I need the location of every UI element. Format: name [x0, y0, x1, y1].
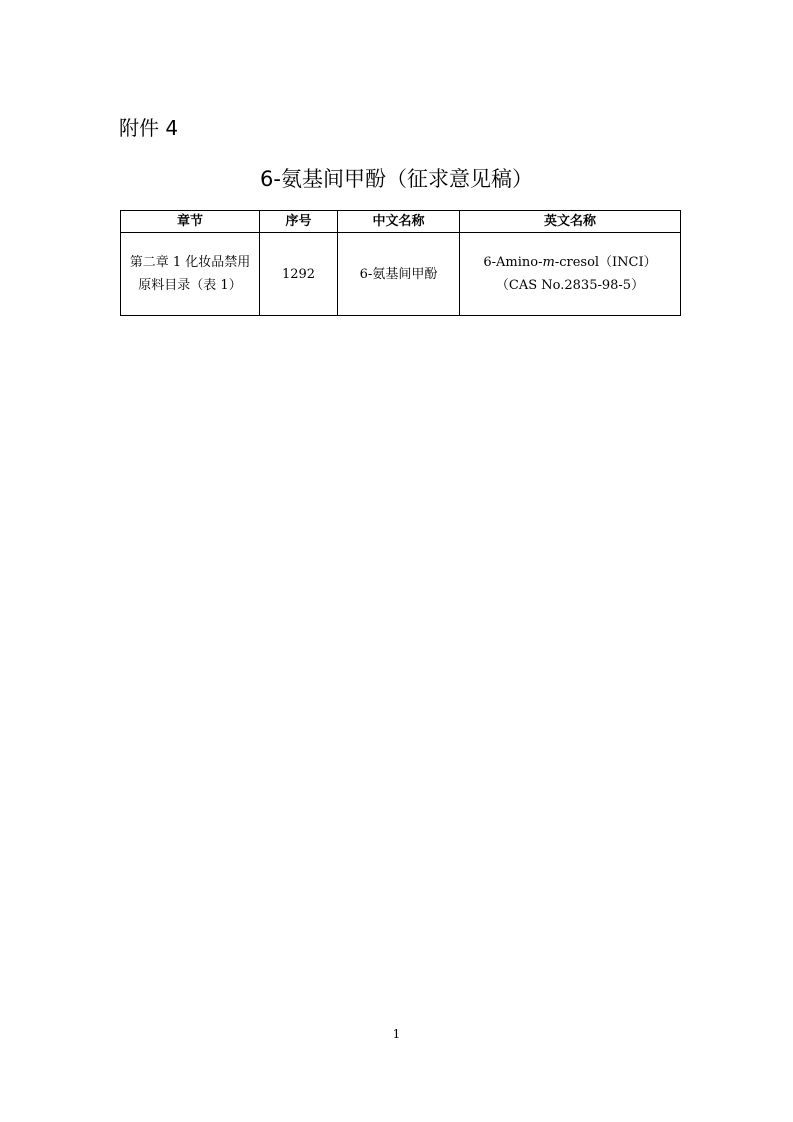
ingredient-table: [120, 210, 681, 316]
english-name-italic: m: [542, 255, 555, 270]
document-title: 6-氨基间甲酚（征求意见稿）: [260, 167, 533, 191]
english-name-suffix: -cresol（INCI）（CAS No.2835-98-5）: [495, 255, 657, 293]
cell-english-name: [460, 233, 681, 316]
table-row: [121, 233, 681, 316]
page-number: 1: [392, 1027, 401, 1041]
table-header-row: [121, 211, 681, 233]
column-header-chapter: 章节: [121, 211, 260, 233]
cell-chinese-name: 6-氨基间甲酚: [338, 233, 460, 316]
attachment-label: 附件 4: [119, 116, 179, 140]
english-name-prefix: 6-Amino-: [483, 255, 543, 270]
column-header-chinese-name: 中文名称: [338, 211, 460, 233]
column-header-english-name: 英文名称: [460, 211, 681, 233]
column-header-number: 序号: [260, 211, 338, 233]
cell-chapter: 第二章 1 化妆品禁用原料目录（表 1）: [121, 233, 260, 316]
cell-number: 1292: [260, 233, 338, 316]
